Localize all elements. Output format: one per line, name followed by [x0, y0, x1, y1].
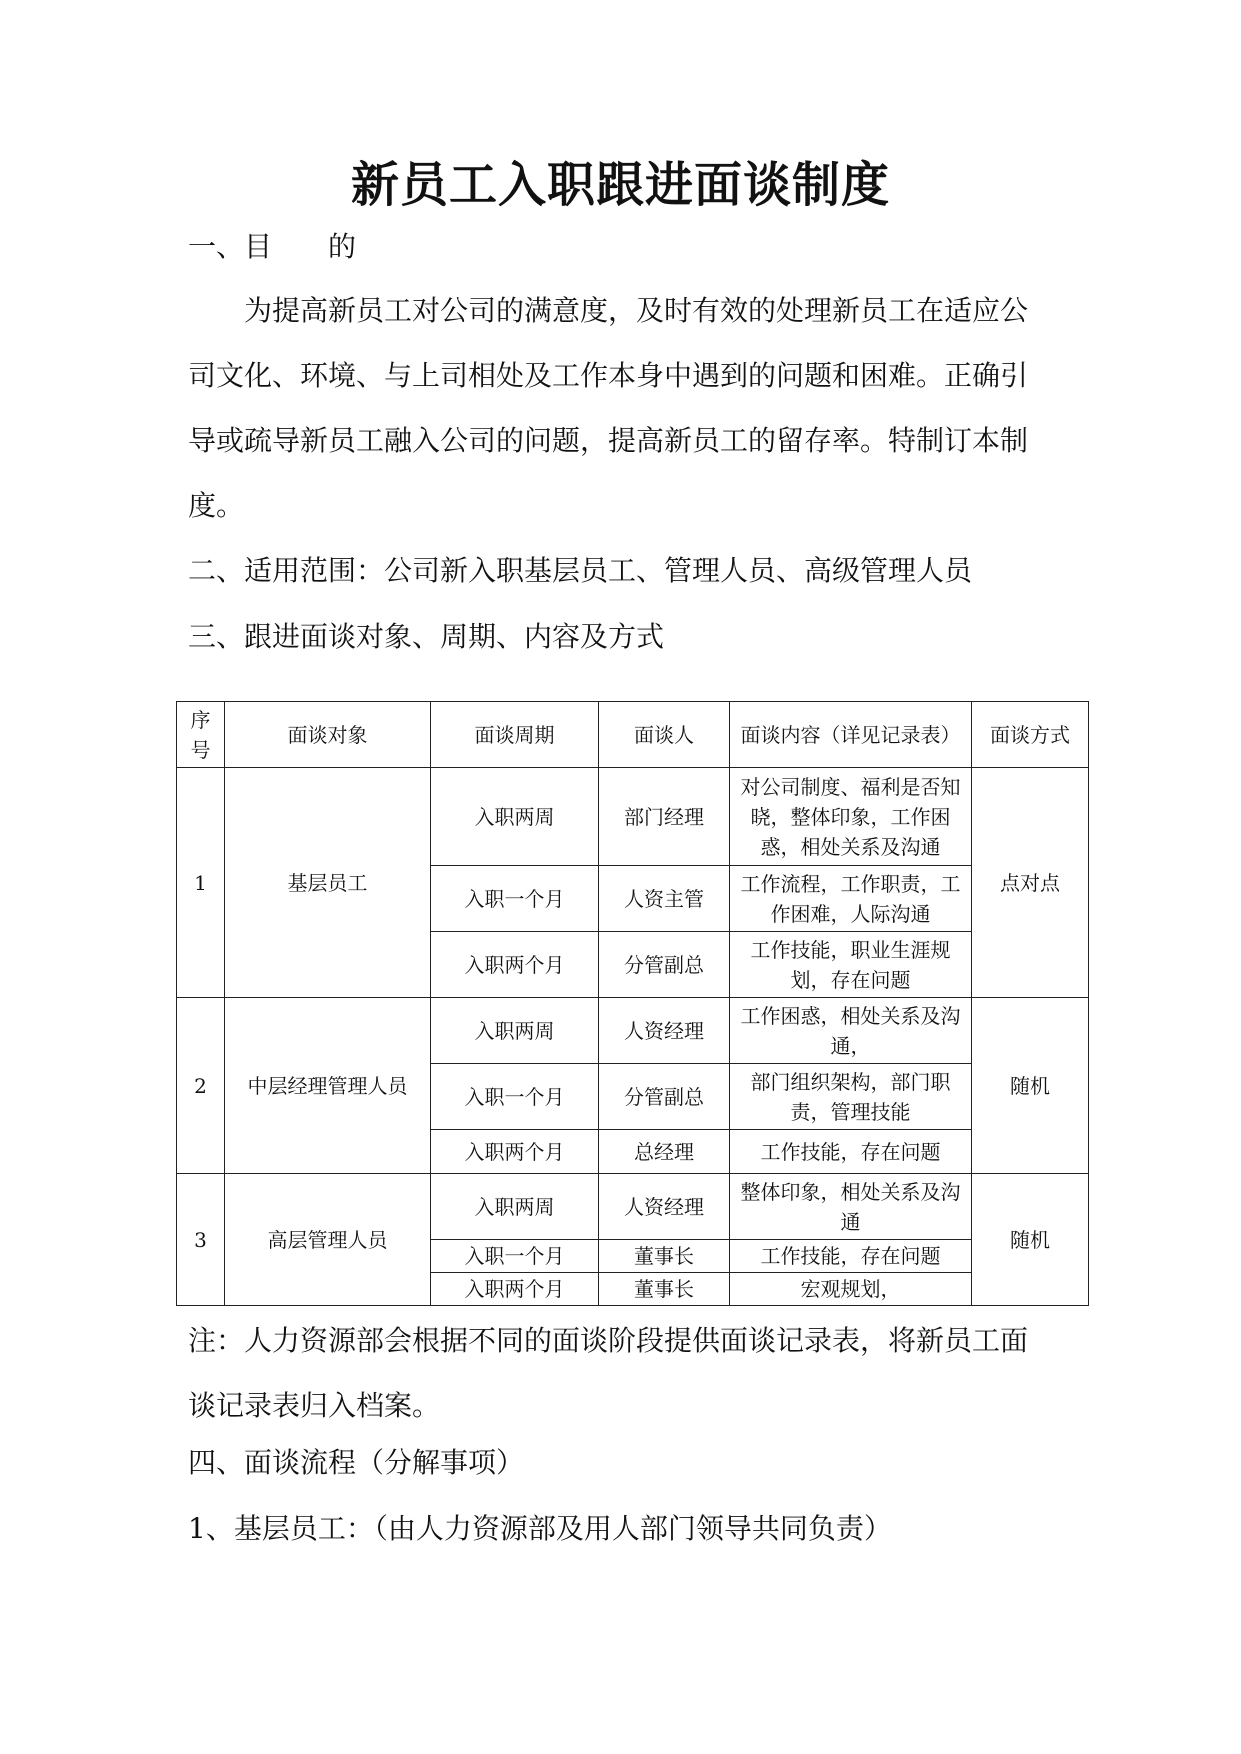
table-row [177, 998, 1089, 1064]
table-header-row [177, 702, 1089, 768]
cell-content: 整体印象，相处关系及沟通 [730, 1174, 972, 1240]
cell-interviewer: 董事长 [599, 1273, 730, 1306]
header-seq-line: 号 [190, 737, 211, 762]
cell-target: 基层员工 [225, 768, 431, 998]
cell-method: 点对点 [972, 768, 1089, 998]
cell-interviewer: 总经理 [599, 1130, 730, 1174]
table-row [177, 1174, 1089, 1240]
note-paragraph [188, 1308, 1063, 1438]
section-1-heading-part-a: 一、目 [188, 230, 273, 263]
cell-content: 工作技能，存在问题 [730, 1130, 972, 1174]
purpose-line: 导或疏导新员工融入公司的问题，提高新员工的留存率。特制订本制 [188, 424, 1029, 457]
cell-content: 部门组织架构，部门职责，管理技能 [730, 1064, 972, 1130]
section-2-scope: 二、适用范围：公司新入职基层员工、管理人员、高级管理人员 [188, 554, 973, 587]
header-content: 面谈内容（详见记录表） [730, 702, 972, 768]
purpose-line: 度。 [188, 489, 245, 522]
cell-content: 宏观规划， [730, 1273, 972, 1306]
cell-period: 入职两周 [431, 1174, 599, 1240]
cell-period: 入职两周 [431, 998, 599, 1064]
cell-target: 中层经理管理人员 [225, 998, 431, 1174]
interview-schedule-table [176, 701, 1089, 1306]
cell-interviewer: 分管副总 [599, 932, 730, 998]
cell-period: 入职一个月 [431, 1064, 599, 1130]
cell-target: 高层管理人员 [225, 1174, 431, 1306]
section-1-heading [188, 227, 356, 267]
cell-interviewer: 人资主管 [599, 866, 730, 932]
document-title: 新员工入职跟进面谈制度 [350, 157, 890, 213]
cell-content: 工作技能，职业生涯规划，存在问题 [730, 932, 972, 998]
cell-interviewer: 部门经理 [599, 768, 730, 866]
header-seq [177, 702, 225, 768]
table-row [177, 768, 1089, 866]
header-target: 面谈对象 [225, 702, 431, 768]
cell-period: 入职两周 [431, 768, 599, 866]
purpose-line: 为提高新员工对公司的满意度，及时有效的处理新员工在适应公 [244, 294, 1029, 327]
purpose-paragraph [188, 278, 1063, 538]
cell-method: 随机 [972, 998, 1089, 1174]
cell-content: 工作技能，存在问题 [730, 1240, 972, 1273]
section-3-heading: 三、跟进面谈对象、周期、内容及方式 [188, 620, 665, 653]
cell-content: 工作流程，工作职责，工作困难，人际沟通 [730, 866, 972, 932]
cell-method: 随机 [972, 1174, 1089, 1306]
note-line: 注：人力资源部会根据不同的面谈阶段提供面谈记录表，将新员工面 [188, 1324, 1029, 1357]
cell-interviewer: 董事长 [599, 1240, 730, 1273]
header-interviewer: 面谈人 [599, 702, 730, 768]
item-1-heading: 1、基层员工：（由人力资源部及用人部门领导共同负责） [188, 1512, 892, 1545]
note-line: 谈记录表归入档案。 [188, 1389, 441, 1422]
cell-period: 入职一个月 [431, 1240, 599, 1273]
header-seq-line: 序 [190, 707, 211, 732]
cell-interviewer: 人资经理 [599, 998, 730, 1064]
header-period: 面谈周期 [431, 702, 599, 768]
cell-period: 入职一个月 [431, 866, 599, 932]
cell-interviewer: 分管副总 [599, 1064, 730, 1130]
cell-content: 对公司制度、福利是否知晓，整体印象，工作困惑，相处关系及沟通 [730, 768, 972, 866]
cell-interviewer: 人资经理 [599, 1174, 730, 1240]
cell-period: 入职两个月 [431, 1130, 599, 1174]
cell-content: 工作困惑，相处关系及沟通， [730, 998, 972, 1064]
cell-seq: 2 [177, 998, 225, 1174]
purpose-line: 司文化、环境、与上司相处及工作本身中遇到的问题和困难。正确引 [188, 359, 1029, 392]
cell-seq: 1 [177, 768, 225, 998]
cell-period: 入职两个月 [431, 932, 599, 998]
section-1-heading-part-b: 的 [328, 230, 357, 263]
header-method: 面谈方式 [972, 702, 1089, 768]
cell-seq: 3 [177, 1174, 225, 1306]
section-4-heading: 四、面谈流程（分解事项） [188, 1446, 525, 1479]
cell-period: 入职两个月 [431, 1273, 599, 1306]
